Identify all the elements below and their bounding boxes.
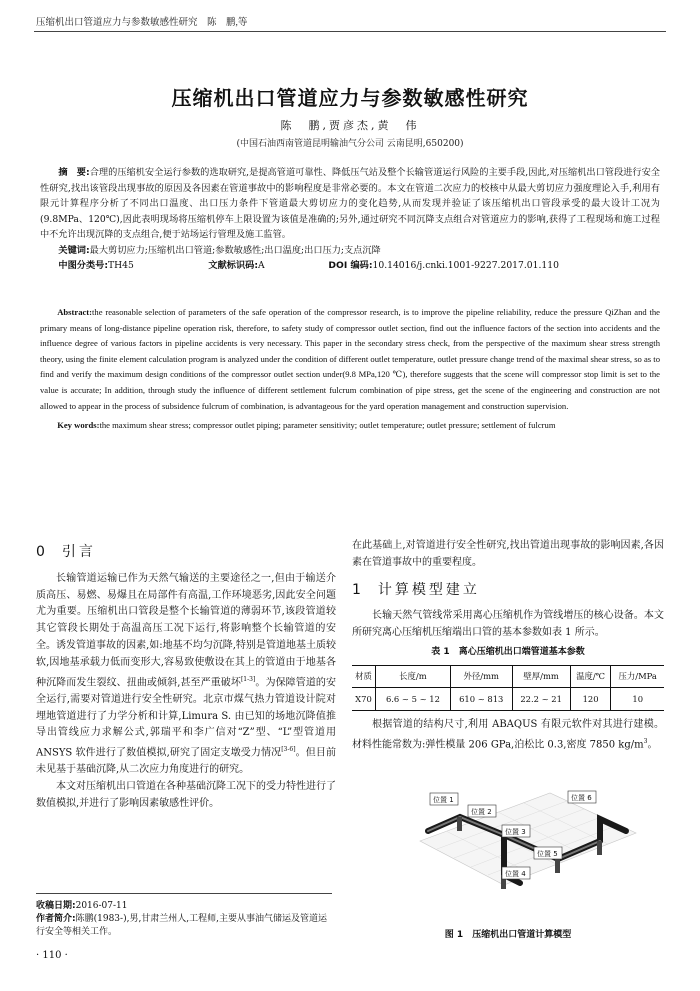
table-header-cell: 长度/m: [375, 665, 450, 687]
running-header: [36, 14, 247, 28]
section-0-p1-text: 长输管道运输已作为天然气输送的主要途径之一,但由于输送介质高压、易燃、易爆且在局部件有高温,工作环境恶劣,因此安全问题尤为重要。压缩机出口管段是整个长输管道的薄弱环节,该段管道较其它管段长期处于高温高压工况下运行,将影响整个长输管道的安全。诱发管道事故的因素,如:地基不均匀沉降,特别是管道地基土质较软,因地基承载力低而变形大,容易致使敷设在其上的管道由于地基各种沉降而发生裂纹、扭曲或倾斜,甚至严重破坏: [36, 572, 336, 688]
section-1-title: 计算模型建立: [377, 581, 480, 598]
section-0-p1-tail: 。为保障管道的安全运行,需要对管道进行安全性研究。北京市煤气热力管道设计院对埋地管道进行了力学分析和计算,Limura S. 由已知的场地沉降值推导出管线应力求解公式,郭瑞平和李广信对“Z”型、“L”型管道用 ANSYS 软件进行了数值模拟,研究了固定支墩受力情况: [36, 676, 336, 759]
left-column: [36, 538, 336, 813]
table-header-cell: 材质: [352, 665, 375, 687]
abstract-zh-label: 摘 要:: [58, 167, 90, 178]
table-cell: 610 ~ 813: [450, 687, 512, 711]
density-superscript: 3: [643, 738, 648, 746]
section-1-heading: [352, 582, 664, 599]
received-date: [36, 900, 336, 913]
received-date-label: 收稿日期:: [36, 901, 76, 911]
table-header-cell: 压力/MPa: [611, 665, 664, 687]
table-cell: 22.2 ~ 21: [512, 687, 570, 711]
abstract-en-text: the reasonable selection of parameters of the safe operation of the compressor research, is to improve the pipeline reliability, reduce the pressure QiZhan and the primary means of long-distance pipeline operation risk, therefore, to safety study of compressor outlet section, find out the influence factors of the section into accidents and the influence degree of various factors in pipeline accidents is very necessary. This paper in the secondary stress check, from the perspective of the maximum shear stress strength theory, using the finite element calculation program is analyzed under the condition of different outlet temperature, outlet pressure change trend of the maximal shear stress, so as to find and verify the maximum design conditions of the compressor outlet section under(9.8 MPa,120 ℃), therefore suggests that the scene will compressor stop limit is set to the value is accurate; In addition, through study the influence of different settlement fulcrum combination of pipe stress, get the scene of the engineering and construction are not allowed to appear in the process of subsidence fulcrum of combination, is advantageous for the yard operation management and construction supervision.: [40, 307, 660, 411]
table-cell: 6.6 ~ 5 ~ 12: [375, 687, 450, 711]
section-0-paragraph-1: [36, 571, 336, 779]
right-intro-paragraph: 在此基础上,对管道进行安全性研究,找出管道出现事故的影响因素,各因素在管道事故中的重要程度。: [352, 540, 664, 568]
section-0-paragraph-2: 本文对压缩机出口管道在各种基础沉降工况下的受力特性进行了数值模拟,并进行了影响因素敏感性评价。: [36, 781, 336, 809]
abstract-zh-text: 合理的压缩机安全运行参数的选取研究,是提高管道可靠性、降低压气站及整个长输管道运行风险的主要手段,因此,对压缩机出口管段进行安全性研究,找出该管段出现事故的原因及各因素在管道事故中的影响程度是非常必要的。本文在管道二次应力的校核中从最大剪切应力强度理论入手,利用有限元计算程序分析了不同出口温度、出口压力条件下管道最大剪切应力的变化趋势,从而发现并验证了该压缩机出口管段承受的最大设计工况为(9.8MPa、120℃),因此表明现场将压缩机停车上限设置为该值是准确的;另外,通过研究不同沉降支点组合对管道应力的影响,获得了工程现场和施工过程中不允许出现沉降的支点组合,便于站场运行管理及施工监管。: [40, 167, 660, 240]
page-number: · 110 ·: [36, 950, 68, 961]
section-0-title: 引言: [61, 544, 96, 560]
section-1-paragraph-1: 长输天然气管线常采用离心压缩机作为管线增压的核心设备。本文所研究离心压缩机压缩端出口管的基本参数如表 1 所示。: [352, 610, 664, 639]
position-label-1: 位置 1: [433, 796, 454, 804]
running-authors: 陈 鹏,等: [207, 18, 248, 28]
citation-2: [3-6]: [281, 746, 296, 754]
keywords-en-text: the maximum shear stress; compressor outlet piping; parameter sensitivity; outlet temperature; outlet pressure; settlement of fulcrum: [99, 420, 556, 431]
keywords-zh-text: 最大剪切应力;压缩机出口管道;参数敏感性;出口温度;出口压力;支点沉降: [89, 244, 381, 256]
citation-1: [1-3]: [240, 675, 256, 683]
table-cell: X70: [355, 693, 372, 704]
authors: 陈 鹏,贾彦杰,黄 伟: [280, 119, 420, 132]
table-row: [352, 687, 664, 711]
header-rule: [34, 31, 666, 32]
author-bio-label: 作者简介:: [36, 914, 76, 924]
position-label-5: 位置 5: [537, 850, 558, 858]
doc-label: 文献标识码:: [208, 260, 259, 271]
author-bio-text: 陈鹏(1983-),男,甘肃兰州人,工程师,主要从事油气储运及管道运行安全等相关工作。: [36, 914, 328, 937]
position-label-6: 位置 6: [571, 794, 592, 802]
received-date-value: 2016-07-11: [75, 901, 128, 911]
table-cell: 120: [570, 687, 611, 711]
figure-1-caption: 图 1 压缩机出口管道计算模型: [444, 930, 572, 940]
position-label-4: 位置 4: [505, 870, 526, 878]
table-cell: 10: [611, 687, 664, 711]
pipe-model-diagram: [400, 783, 640, 933]
abstract-zh: [40, 165, 660, 274]
position-label-3: 位置 3: [505, 828, 526, 836]
right-column: [352, 538, 664, 754]
doi-value: 10.14016/j.cnki.1001-9227.2017.01.110: [372, 260, 559, 271]
position-label-2: 位置 2: [471, 808, 492, 816]
author-bio: [36, 913, 336, 939]
abstract-en: [40, 305, 660, 434]
table-header-row: [352, 665, 664, 687]
affiliation: (中国石油西南管道昆明输油气分公司 云南昆明,650200): [236, 139, 464, 149]
classification-line: [58, 258, 660, 274]
keywords-zh: [58, 243, 660, 259]
class-label: 中图分类号:: [58, 260, 109, 271]
section-0-number: 0: [36, 544, 48, 560]
table-header-cell: 壁厚/mm: [512, 665, 570, 687]
section-1-paragraph-2: [352, 717, 664, 754]
keywords-zh-label: 关键词:: [58, 244, 90, 256]
running-title: 压缩机出口管道应力与参数敏感性研究: [36, 18, 198, 28]
section-0-heading: [36, 544, 336, 561]
footnote-rule: [36, 893, 332, 894]
paper-title: 压缩机出口管道应力与参数敏感性研究: [171, 86, 529, 110]
abstract-zh-paragraph: [40, 165, 660, 243]
keywords-en-label: Key words:: [57, 420, 100, 431]
footnote: [36, 900, 336, 939]
section-1-p2-text: 根据管道的结构尺寸,利用 ABAQUS 有限元软件对其进行建模。材料性能常数为:弹性模量 206 GPa,泊松比 0.3,密度 7850 kg/m: [352, 719, 664, 751]
table-header-cell: 温度/℃: [570, 665, 611, 687]
keywords-en: [40, 418, 660, 434]
figure-1: [400, 783, 640, 933]
abstract-en-paragraph: [40, 305, 660, 414]
doi-label: DOI 编码:: [328, 260, 373, 271]
abstract-en-label: Abstract:: [57, 307, 93, 317]
section-1-number: 1: [352, 581, 364, 598]
section-1-p2-end: 。: [647, 739, 658, 751]
class-value: TH45: [108, 260, 134, 271]
table-header-cell: 外径/mm: [450, 665, 512, 687]
parameters-table: [352, 665, 664, 712]
section-0-p1-tail2: 。但目前未见基于基础沉降,从二次应力角度进行的研究。: [36, 747, 336, 776]
doc-value: A: [258, 260, 265, 271]
table-1-caption: 表 1 离心压缩机出口端管道基本参数: [431, 646, 585, 657]
